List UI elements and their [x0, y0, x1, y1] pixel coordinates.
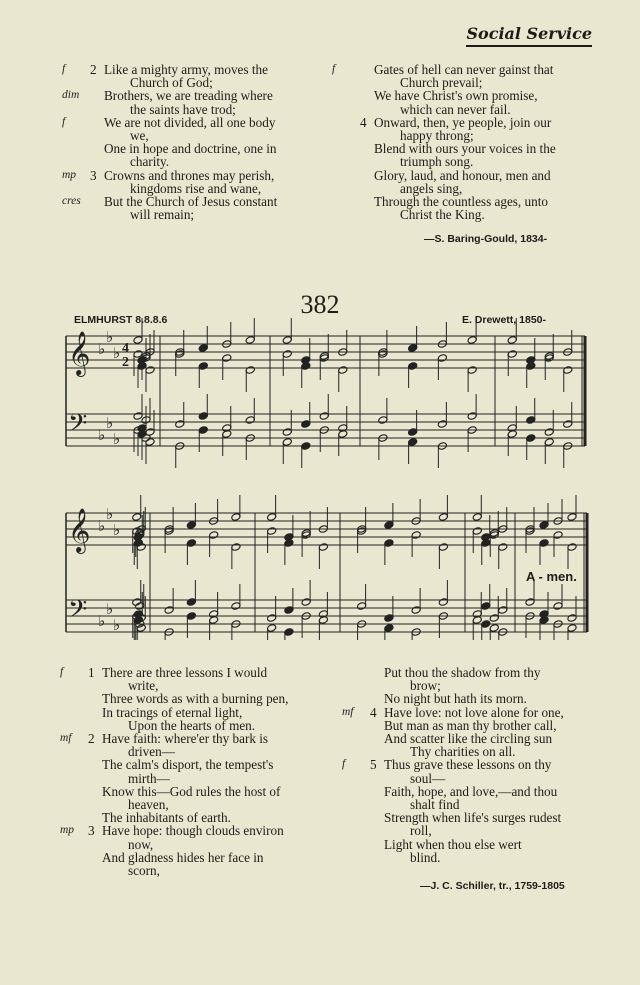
verse-text: No night but hath its morn.	[384, 691, 527, 707]
verse-text: Put thou the shadow from thy	[384, 665, 541, 680]
verse-text: Christ the King.	[400, 207, 485, 223]
time-signature: 2	[122, 355, 129, 370]
verse-text: Gates of hell can never gainst that	[374, 62, 554, 77]
flat-sign: ♭	[106, 602, 114, 618]
treble-clef: 𝄞	[68, 331, 91, 375]
verse-text: roll,	[410, 823, 432, 839]
verse-text: charity.	[130, 154, 170, 170]
verse-text: Three words as with a burning pen,	[102, 691, 289, 707]
verse-text: There are three lessons I would	[102, 665, 268, 680]
dynamic-marking: cres	[62, 195, 81, 208]
verse-text: Glory, laud, and honour, men and	[374, 167, 551, 183]
verse-line	[370, 838, 610, 851]
flat-sign: ♭	[98, 428, 106, 444]
flat-sign: ♭	[98, 614, 106, 630]
flat-sign: ♭	[113, 618, 121, 634]
verse-text: And gladness hides her face in	[102, 849, 264, 865]
verse-text: Church prevail;	[400, 75, 483, 91]
composer: E. Drewett, 1850-	[461, 314, 546, 326]
verse-text: Church of God;	[130, 75, 213, 91]
verse-line	[88, 864, 328, 877]
verse-text: The calm's disport, the tempest's	[102, 757, 274, 773]
verse-text: Blend with ours your voices in the	[374, 141, 556, 157]
verse-text: we,	[130, 128, 149, 144]
verse-line	[88, 851, 328, 864]
verses-bottom-right	[342, 665, 610, 865]
flat-sign: ♭	[113, 346, 121, 362]
verse-number: 2	[88, 731, 95, 747]
verse-text: will remain;	[130, 207, 195, 223]
top-attribution: —S. Baring-Gould, 1834-	[424, 233, 548, 245]
verse-line	[370, 666, 610, 679]
verse-text: Thy charities on all.	[410, 744, 516, 760]
verse-text: We are not divided, all one body	[104, 114, 276, 130]
verse-line	[60, 731, 328, 747]
verse-number: 2	[90, 62, 97, 77]
verse-text: One in hope and doctrine, one in	[104, 141, 277, 157]
verse-text: Like a mighty army, moves the	[104, 62, 268, 77]
verse-text: Strength when life's surges rudest	[384, 810, 562, 826]
verse-text: triumph song.	[400, 154, 474, 170]
verse-text: Know this—God rules the host of	[102, 783, 281, 799]
verse-text: the saints have trod;	[130, 101, 236, 117]
verse-text: Crowns and thrones may perish,	[104, 167, 275, 183]
verse-text: Thus grave these lessons on thy	[384, 757, 552, 773]
flat-sign: ♭	[106, 330, 114, 346]
verse-line	[60, 823, 328, 839]
verse-text: Through the countless ages, unto	[374, 194, 548, 210]
tune-name: ELMHURST 8.8.8.6	[74, 314, 168, 326]
dynamic-marking: f	[62, 115, 66, 128]
verse-line	[88, 785, 328, 798]
verse-text: Light when thou else wert	[384, 836, 522, 852]
flat-sign: ♭	[98, 519, 106, 535]
verse-text: Onward, then, ye people, join our	[374, 114, 552, 130]
flat-sign: ♭	[98, 342, 106, 358]
dynamic-marking: f	[332, 63, 336, 75]
verse-text: angels sing,	[400, 180, 463, 196]
verse-number: 3	[90, 167, 97, 183]
verse-text: write,	[128, 678, 159, 694]
verse-text: In tracings of eternal light,	[102, 704, 243, 720]
verse-text: happy throng;	[400, 128, 474, 144]
verse-text: kingdoms rise and wane,	[130, 180, 262, 196]
flat-sign: ♭	[113, 523, 121, 539]
bass-clef: 𝄢	[68, 595, 88, 630]
verse-text: heaven,	[128, 797, 169, 813]
verse-text: Faith, hope, and love,—and thou	[384, 783, 558, 799]
dynamic-marking: dim	[62, 89, 80, 102]
hymn-number: 382	[300, 290, 340, 319]
verse-text: shalt find	[410, 797, 460, 813]
verse-text: The inhabitants of earth.	[102, 810, 231, 826]
verse-line	[370, 785, 610, 798]
verse-text: Upon the hearts of men.	[128, 717, 256, 733]
verse-text: mirth—	[128, 770, 170, 786]
dynamic-marking: mf	[60, 732, 72, 745]
flat-sign: ♭	[106, 416, 114, 432]
dynamic-marking: mp	[60, 824, 75, 837]
verse-number: 5	[370, 757, 377, 773]
verse-text: Brothers, we are treading where	[104, 88, 273, 104]
time-signature: 4	[122, 341, 129, 356]
verse-number: 4	[370, 704, 377, 720]
verse-text: which can never fail.	[400, 101, 511, 117]
verse-text: blind.	[410, 849, 441, 865]
bottom-attribution: —J. C. Schiller, tr., 1759-1805	[420, 880, 565, 892]
verse-text: scorn,	[128, 863, 160, 879]
treble-clef: 𝄞	[68, 508, 91, 552]
bass-clef: 𝄢	[68, 409, 88, 444]
verse-line	[370, 811, 610, 824]
verse-text: We have Christ's own promise,	[374, 88, 538, 104]
flat-sign: ♭	[106, 507, 114, 523]
verse-text: soul—	[410, 770, 446, 786]
dynamic-marking: mp	[62, 168, 77, 181]
verse-line	[342, 757, 610, 773]
verse-text: Have hope: though clouds environ	[102, 823, 284, 839]
verses-bottom-left	[60, 665, 328, 879]
verse-text: driven—	[128, 744, 175, 760]
verse-text: Have love: not love alone for one,	[384, 704, 564, 720]
verse-text: now,	[128, 836, 154, 852]
dynamic-marking: mf	[342, 705, 354, 718]
verse-line	[88, 758, 328, 771]
flat-sign: ♭	[113, 432, 121, 448]
verse-number: 1	[88, 665, 95, 680]
verse-number: 3	[88, 823, 95, 839]
dynamic-marking: f	[62, 63, 66, 75]
verse-line	[60, 665, 328, 680]
amen-text: A - men.	[526, 569, 577, 584]
verse-text: brow;	[410, 678, 441, 694]
verse-text: Have faith: where'er thy bark is	[102, 731, 269, 747]
verse-number: 4	[360, 114, 367, 130]
verse-text: But man as man thy brother call,	[384, 717, 557, 733]
verse-text: And scatter like the circling sun	[384, 731, 553, 747]
dynamic-marking: f	[60, 666, 64, 678]
section-header: Social Service	[466, 24, 592, 47]
verse-line	[370, 851, 610, 864]
verse-text: But the Church of Jesus constant	[104, 194, 278, 210]
dynamic-marking: f	[342, 758, 346, 771]
